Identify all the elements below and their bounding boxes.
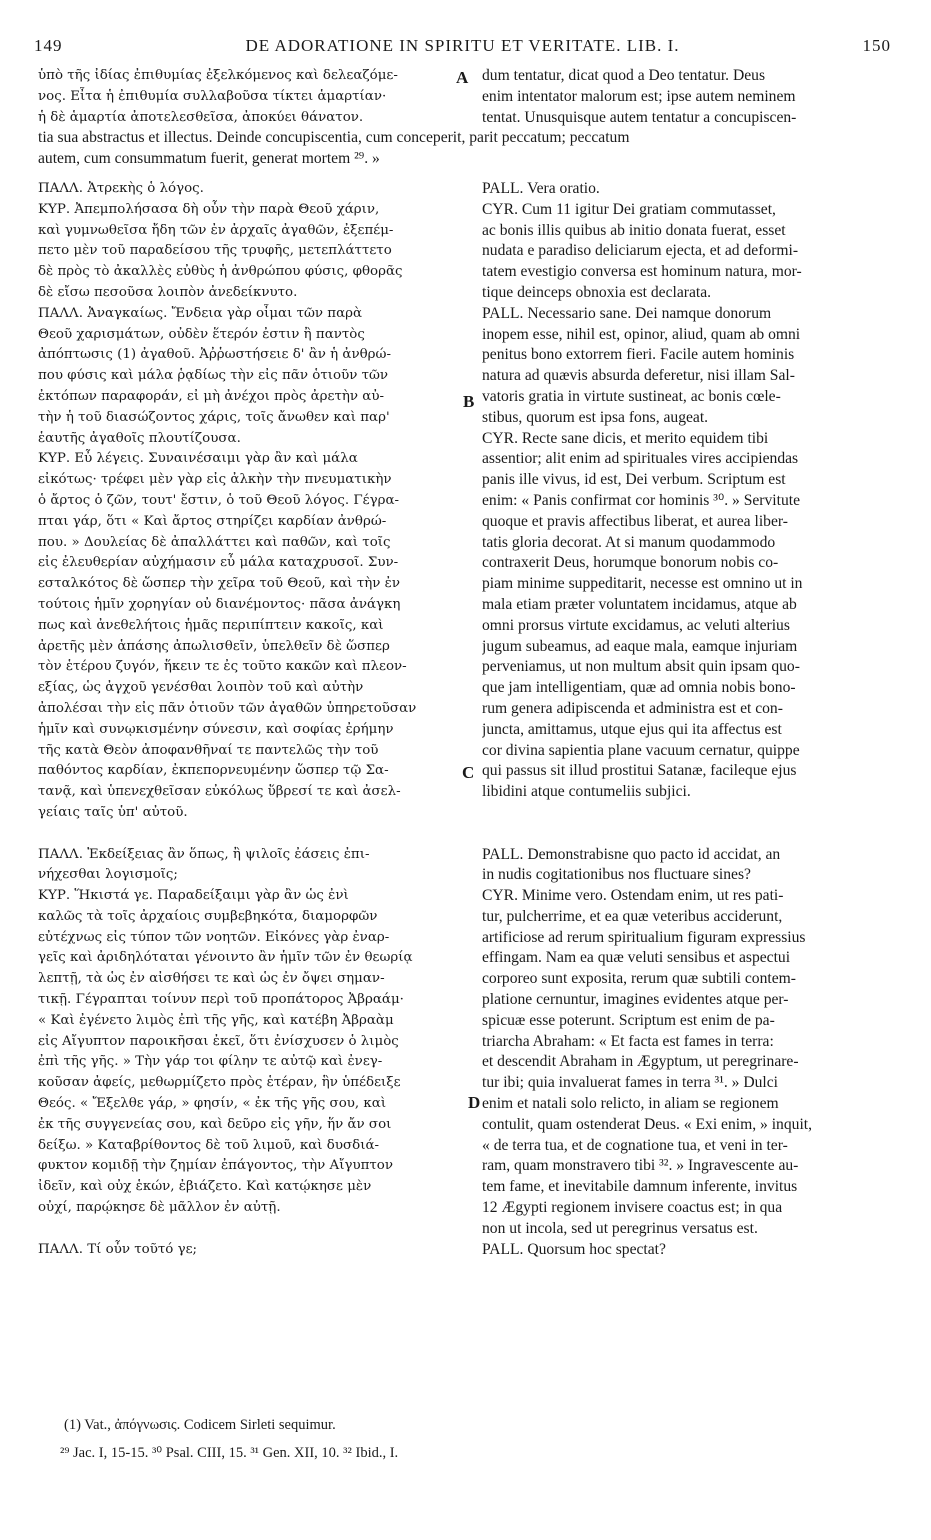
latin-line [482,824,895,845]
latin-line: penitus bono extorrem fieri. Facile autem hominis [482,346,795,364]
greek-line: ὑπὸ τῆς ἰδίας ἐπιθυμίας ἐξελκόμενος καὶ δελεαζόμε- [38,68,398,83]
latin-line: perveniamus, ut non multum absit quin ipsam quo- [482,658,800,676]
greek-line: καὶ γυμνωθεῖσα ἤδη τῶν ἐν ἀρχαῖς ἀγαθῶν, ἐξεπέμ- [38,222,394,238]
latin-line: effingam. Nam ea quæ veluti sensibus et aspectui [482,949,791,967]
latin-line: PALL. Quorsum hoc spectat? [482,1240,666,1258]
latin-line: inopem esse, nihil est, opinor, aliud, quam ab omni [482,325,801,343]
margin-letter-a: A [456,68,469,87]
greek-line: ΠΑΛΛ. Τί οὖν τοῦτό γε; [38,1241,198,1257]
running-header [34,36,891,58]
latin-line: jugum subeamus, ad eaque mala, eamque injuriam [482,637,798,655]
greek-line: ἐκ τῆς συγγενείας σου, καὶ δεῦρο εἰς γῆν, ἥν ἄν σοι [38,1116,392,1132]
greek-line: τὸν ἑτέρου ζυγόν, ἥκειν τε ἐς τοῦτο κακῶν καὶ πλεον- [38,659,407,675]
greek-line: Θεός. « Ἔξελθε γάρ, » φησίν, « ἐκ τῆς γῆς σου, καὶ [38,1096,387,1112]
latin-line: contulit, quam ostenderat Deus. « Exi enim, » inquit, [482,1115,813,1133]
latin-line: enim et natali solo relicto, in aliam se regionem [482,1095,779,1113]
latin-line: tem fame, et inevitabile damnum inferente, invitus [482,1178,798,1196]
latin-line: que jam intelligentiam, quæ ad omnia nobis bono- [482,679,796,697]
latin-column [482,179,895,1260]
latin-column-top [482,66,895,128]
latin-line: piam minime suppeditarit, necesse est omnino ut in [482,575,803,593]
footnote-references: ²⁹ Jac. I, 15-15. ³⁰ Psal. CIII, 15. ³¹ Gen. XII, 10. ³² Ibid., I. [60,1445,399,1461]
footnote-variant: (1) Vat., ἀπόγνωσις. Codicem Sirleti sequimur. [64,1417,336,1433]
latin-line: in nudis cogitationibus nos fluctuare sines? [482,866,751,884]
greek-line: ἐκτόπων παραφοράν, εἰ μὴ ἀνέχοι πρὸς ἀρετὴν αὐ- [38,388,385,404]
latin-line: natura ad quævis absurda deferetur, nisi illam Sal- [482,367,795,385]
greek-line: ἀπολέσαι τὴν εἰς πᾶν ὁτιοῦν τῶν ἀγαθῶν ὑπηρετοῦσαν [38,700,417,716]
greek-line: οὐχί, παρῴκησε δὲ μᾶλλον ἐν αὐτῇ. [38,1200,281,1216]
greek-line: ΠΑΛΛ. Ἀναγκαίως. Ἔνδεια γὰρ οἶμαι τῶν παρὰ [38,305,363,321]
greek-line [38,824,458,845]
greek-line [38,1219,458,1240]
latin-line: CYR. Minime vero. Ostendam enim, ut res pati- [482,887,784,905]
greek-line: ΚΥΡ. Εὖ λέγεις. Συναινέσαιμι γὰρ ἂν καὶ μάλα [38,451,358,467]
latin-line: artificiose ad rerum spiritualium figuram expressius [482,928,806,946]
latin-line: assentior; alit enim ad spirituales vires accipiendas [482,450,799,468]
latin-line: tentat. Unusquisque autem tentatur a concupiscen- [482,108,797,126]
greek-line: φυκτον κομιδῇ τὴν ζημίαν ἐπάγοντος, τὴν Αἴγυπτον [38,1158,393,1174]
greek-line: ΠΑΛΛ. Ἐκδείξειας ἂν ὅπως, ἢ ψιλοῖς ἐάσεις ἐπι- [38,846,370,862]
latin-line: omni prorsus virtute excidamus, ac veluti alterius [482,616,790,634]
greek-line: τῆς κατὰ Θεὸν ἀποφανθῆναί τε παντελῶς τὴν τοῦ [38,742,379,758]
greek-column [38,179,458,1260]
greek-line: Θεοῦ χαρισμάτων, οὐδὲν ἕτερόν ἐστιν ἢ παντὸς [38,326,365,342]
greek-line: που. » Δουλείας δὲ ἀπαλλάττει καὶ παθῶν, καὶ τοῖς [38,534,391,550]
latin-line: tatis gloria decorat. At si manum quodammodo [482,533,776,551]
greek-line: εὐτέχνως εἰς τύπον τῶν νοητῶν. Εἰκόνες γὰρ ἐναρ- [38,929,390,945]
full-width-lines [38,128,895,170]
greek-line: ΚΥΡ. Ἀπεμπολήσασα δὴ οὖν τὴν παρὰ Θεοῦ χάριν, [38,201,380,217]
greek-line: τὴν ἡ τοῦ διασώζοντος χάρις, τοῖς ἄνωθεν καὶ παρ' [38,409,390,425]
latin-line: nudata e paradiso deliciarum ejecta, et ad deformi- [482,242,799,260]
latin-line: platione cernuntur, imagines evidentes atque per- [482,991,789,1009]
latin-line: non ut incola, sed ut peregrinus versatus est. [482,1219,758,1237]
greek-line: γεῖς καὶ ἀριδηλόταται γένοιντο ἂν ἡμῖν τῶν ἐν θεωρίᾳ [38,950,413,966]
latin-line: dum tentatur, dicat quod a Deo tentatur. Deus [482,67,766,84]
greek-line: παθόντος καρδίαν, ἐκπεπορνευμένην ὥσπερ τῷ Σα- [38,763,389,779]
latin-line: panis ille vivus, id est, Dei verbum. Scriptum est [482,471,786,489]
latin-line: contraxerit Deus, horumque bonorum nobis co- [482,554,779,572]
latin-line: et descendit Abraham in Ægyptum, ut peregrinare- [482,1053,799,1071]
latin-line: tur, pulcherrime, et ea quæ veteribus acciderunt, [482,907,783,925]
latin-line: qui passus sit illud prostitui Satanæ, facileque ejus [482,762,797,780]
latin-line: enim intentator malorum est; ipse autem neminem [482,87,796,105]
greek-line: εἰκότως· τρέφει μὲν γὰρ εἰς ἀλκὴν τὴν πνευματικὴν [38,472,392,488]
latin-line: corporeo sunt exposita, rerum quæ subtili contem- [482,970,796,988]
latin-line: ac bonis illis quibus ab initio donata fuerat, esset [482,221,786,239]
page-number-right: 150 [862,36,891,55]
greek-column-top [38,66,458,128]
latin-line: CYR. Cum 11 igitur Dei gratiam commutasset, [482,200,776,218]
latin-line: mala etiam præter voluntatem incidamus, atque ab [482,595,797,613]
latin-line: ram, quam monstravero tibi ³². » Ingravescente au- [482,1157,799,1175]
greek-line: πετο μὲν τοῦ παραδείσου τῆς τρυφῆς, μετεπλάττετο [38,243,392,259]
greek-line: δὲ εἴσω πεσοῦσα λοιπὸν ἀνεδείκνυτο. [38,284,298,300]
latin-line: enim: « Panis confirmat cor hominis ³⁰. » Servitute [482,491,800,509]
greek-line: νήχεσθαι λογισμοῖς; [38,867,178,883]
greek-line: πως καὶ ἀνεθελήτοις ἡμᾶς περιπίπτειν κακοῖς, καὶ [38,617,384,633]
greek-line: εξίας, ὡς ἀγχοῦ γενέσθαι λοιπὸν τοῦ καὶ αὐτὴν [38,680,364,696]
text-line: tia sua abstractus et illectus. Deinde concupiscentia, cum conceperit, parit peccatum; peccatum [38,129,630,146]
latin-line: tatem evestigio conversa est hominum natura, mor- [482,263,802,281]
latin-line: rum genera adipiscenda et administra est et con- [482,699,783,717]
greek-line: που φύσις καὶ μάλα ῥᾳδίως τὴν εἰς πᾶν ὁτιοῦν τῶν [38,368,389,384]
greek-line: ἡμῖν καὶ συνῳκισμένην σύνεσιν, καὶ σοφίας ἐρήμην [38,721,394,737]
latin-line: PALL. Demonstrabisne quo pacto id accidat, an [482,845,781,863]
greek-line: ἐπὶ τῆς γῆς. » Τὴν γάρ τοι φίλην τε αὐτῷ καὶ ἐνεγ- [38,1054,383,1070]
greek-line: ἰδεῖν, καὶ οὐχ ἑκών, ἐβιάζετο. Καὶ κατῴκησε μὲν [38,1179,372,1195]
latin-line: spicuæ esse poterunt. Scriptum est enim de pa- [482,1011,775,1029]
greek-line: τικῇ. Γέγραπται τοίνυν περὶ τοῦ προπάτορος Ἀβραάμ· [38,992,404,1008]
greek-line: ἀρετῆς μὲν ἁπάσης ἀπωλισθεῖν, ὑπελθεῖν δὲ ὥσπερ [38,638,390,654]
latin-line: PALL. Necessario sane. Dei namque donorum [482,304,772,322]
greek-line: ΠΑΛΛ. Ἀτρεκὴς ὁ λόγος. [38,181,204,196]
latin-line: quoque et pravis affectibus liberat, et aurea liber- [482,512,788,530]
latin-line: juncta, amittamus, utque ejus qui ita affectus est [482,720,782,738]
margin-letter-c: C [462,763,475,782]
latin-line: stibus, quorum est ipsa fons, augeat. [482,408,709,426]
greek-line: ἡ δὲ ἁμαρτία ἀποτελεσθεῖσα, ἀποκύει θάνατον. [38,109,364,125]
greek-line: εσταλκότος δὲ ὥσπερ τὴν χεῖρα τοῦ Θεοῦ, καὶ τὴν ἐν [38,576,400,592]
latin-line: cor divina sapientia plane vacuum cernatur, quippe [482,741,800,759]
greek-line: νος. Εἶτα ἡ ἐπιθυμία συλλαβοῦσα τίκτει ἁμαρτίαν· [38,88,387,104]
latin-line: libidini atque contumeliis subjici. [482,783,691,801]
greek-line: εἰς Αἴγυπτον παροικῆσαι ἐκεῖ, ὅτι ἐνίσχυσεν ὁ λιμὸς [38,1033,399,1049]
greek-line: γείαις ταῖς ὑπ' αὐτοῦ. [38,804,188,820]
greek-line: πται γάρ, ὅτι « Καὶ ἄρτος στηρίζει καρδίαν ἀνθρώ- [38,513,387,529]
greek-line: εἰς ἐλευθερίαν αὐχήμασιν εὖ μάλα καταχρυσοῖ. Συν- [38,555,399,571]
greek-line: ἀπόπτωσις (1) ἀγαθοῦ. Ἀῤῥωστήσειε δ' ἂν ἡ ἀνθρώ- [38,347,391,363]
latin-line: tur ibi; quia invaluerat fames in terra ³¹. » Dulci [482,1074,779,1092]
latin-line: tique deinceps obnoxia est declarata. [482,283,712,301]
latin-line: 12 Ægypti regionem invisere coactus est; in qua [482,1199,783,1217]
greek-line: κοῦσαν ἀφείς, μεθωρμίζετο πρὸς ἑτέραν, ἣν ὑπέδειξε [38,1075,401,1091]
greek-line: δὲ πρὸς τὸ ἀκαλλὲς εὐθὺς ἡ ἀνθρώπου φύσις, φθορᾶς [38,264,403,280]
latin-line [482,803,895,824]
greek-line: τανᾷ, καὶ ὑπενεχθεῖσαν εὐκόλως ὕβρεσί τε καὶ ἀσελ- [38,784,401,800]
greek-line: καλῶς τὰ τοῖς ἀρχαίοις συμβεβηκότα, διαμορφῶν [38,908,378,924]
greek-line: « Καὶ ἐγένετο λιμὸς ἐπὶ τῆς γῆς, καὶ κατέβη Ἀβραὰμ [38,1012,394,1028]
running-title: DE ADORATIONE IN SPIRITU ET VERITATE. LIB. I. [245,36,680,55]
latin-line: triarcha Abraham: « Et facta est fames in terra: [482,1032,774,1050]
greek-line: λεπτῇ, τὰ ὡς ἐν αἰσθήσει τε καὶ ὡς ἐν ὄψει σημαν- [38,971,385,987]
greek-line: ΚΥΡ. Ἥκιστά γε. Παραδείξαιμι γὰρ ἂν ὡς ἐνὶ [38,888,349,904]
text-line: autem, cum consummatum fuerit, generat mortem ²⁹. » [38,149,380,167]
greek-line: δείξω. » Καταβρίθοντος δὲ τοῦ λιμοῦ, καὶ δυσδιά- [38,1137,380,1153]
page-number-left: 149 [34,36,63,55]
greek-line: ὁ ἄρτος ὁ ζῶν, τουτ' ἔστιν, ὁ τοῦ Θεοῦ λόγος. Γέγρα- [38,492,400,508]
latin-line: CYR. Recte sane dicis, et merito equidem tibi [482,429,769,447]
margin-letter-d: D [468,1093,481,1112]
margin-letter-b: B [463,392,475,411]
latin-line: vatoris gratia in virtute sustineat, ac bonis cœle- [482,387,781,405]
greek-line: τούτοις ἡμῖν χορηγίαν οὐ διανέμοντος· πᾶσα ἀνάγκη [38,596,401,612]
latin-line: « de terra tua, et de cognatione tua, et veni in ter- [482,1136,788,1154]
greek-line: ἑαυτῆς ἀγαθοῖς πλουτίζουσα. [38,430,241,446]
latin-line: PALL. Vera oratio. [482,180,600,197]
